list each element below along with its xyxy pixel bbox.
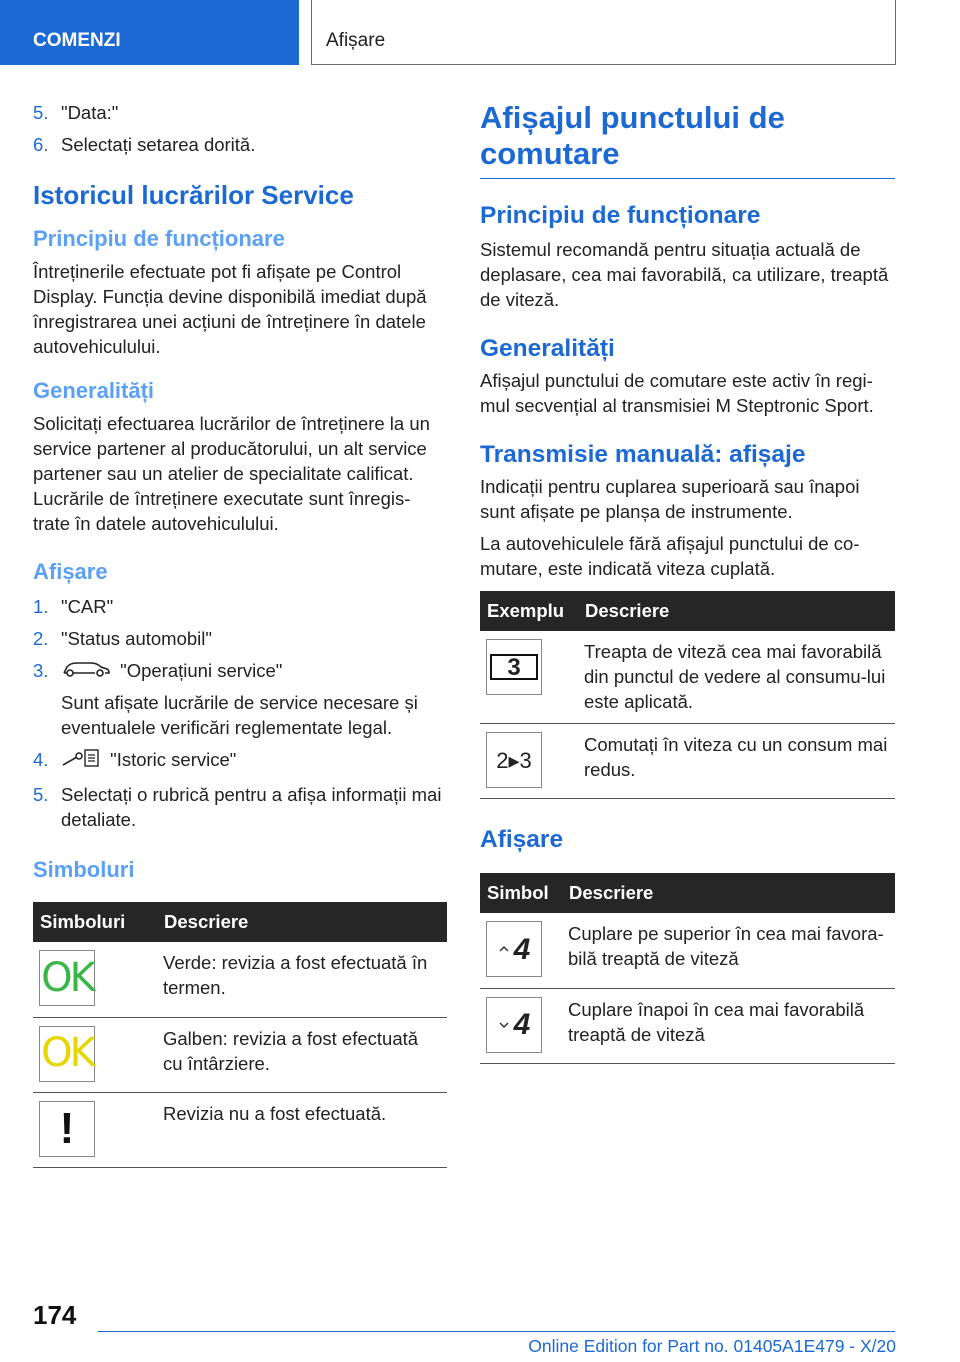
ok-yellow-icon: OK <box>39 1026 95 1082</box>
list-item: 5. "Data:" <box>33 102 119 123</box>
table-header <box>480 591 895 631</box>
column-header: Exemplu <box>480 591 578 631</box>
section-title: Istoricul lucrărilor Service <box>33 180 354 210</box>
column-header: Descriere <box>157 902 447 942</box>
table-row <box>480 913 895 988</box>
table-cell: Cuplare înapoi în cea mai favorabilă treaptă de viteză <box>562 988 895 1063</box>
chapter-title: Afișare <box>311 0 896 65</box>
column-header: Simbol <box>480 873 562 913</box>
table-header <box>480 873 895 913</box>
subsection-heading: Principiu de funcționare <box>480 202 761 229</box>
paragraph: La autovehiculele fără afișajul punctului de co-mutare, este indicată viteza cuplată. <box>480 533 860 579</box>
subsection-heading: Simboluri <box>33 857 135 883</box>
paragraph: Afișajul punctului de comutare este activ în regi-mul secvențial al transmisiei M Steptronic Sport. <box>480 370 874 416</box>
step-list <box>33 594 447 832</box>
column-header: Simboluri <box>33 902 157 942</box>
gear-2-to-3-icon: 2▸3 <box>486 732 542 788</box>
right-column <box>480 100 895 1064</box>
subsection-heading: Transmisie manuală: afișaje <box>480 441 806 468</box>
gear-examples-table <box>480 591 895 799</box>
service-history-icon <box>61 747 101 775</box>
table-row <box>33 942 447 1017</box>
paragraph: Solicitați efectuarea lucrărilor de întreținere la un service partener al producătorului, un alt service partener sau un atelier de specialitate calificat. Lucrările de întreținere executate sunt înregis-trate în datele autovehiculului. <box>33 413 430 534</box>
list-item: 5. Selectați o rubrică pentru a afișa informații mai detaliate. <box>33 784 442 831</box>
subsection-heading: Principiu de funcționare <box>33 226 285 251</box>
subsection-heading: Generalități <box>33 378 155 403</box>
gear-3-icon: 3 <box>486 639 542 695</box>
table-header <box>33 902 447 942</box>
column-header: Descriere <box>562 873 895 913</box>
footer-edition: Online Edition for Part no. 01405A1E479 - X/20 <box>528 1336 896 1356</box>
car-service-icon <box>61 659 111 685</box>
column-header: Descriere <box>578 591 895 631</box>
left-column <box>33 100 447 1168</box>
table-cell: Comutați în viteza cu un consum mai redus. <box>578 724 895 799</box>
list-item: 1. "CAR" <box>33 596 114 617</box>
page-number: 174 <box>33 1300 77 1330</box>
table-row <box>480 724 895 799</box>
paragraph: Întreținerile efectuate pot fi afișate pe Control Display. Funcția devine disponibilă imediat după înregistrarea unei acțiuni de întreținere în datele autovehiculului. <box>33 261 427 357</box>
table-cell: Galben: revizia a fost efectuată cu întârziere. <box>157 1017 447 1092</box>
paragraph: Indicații pentru cuplarea superioară sau înapoi sunt afișate pe planșa de instrumente. <box>480 476 860 522</box>
shift-symbols-table <box>480 873 895 1064</box>
ok-green-icon: OK <box>39 950 95 1006</box>
table-cell: Revizia nu a fost efectuată. <box>157 1092 447 1167</box>
table-cell: Verde: revizia a fost efectuată în termen. <box>157 942 447 1017</box>
table-row <box>33 1017 447 1092</box>
footer-divider <box>98 1331 895 1332</box>
section-title: Afișajul punctului de comutare <box>480 100 895 179</box>
paragraph: Sistemul recomandă pentru situația actuală de deplasare, cea mai favorabilă, ca utilizare, treaptă de viteză. <box>480 239 889 310</box>
list-item: 4. "Istoric service" <box>33 747 447 775</box>
list-item-detail: Sunt afișate lucrările de service necesare și eventualele verificări reglementate legal. <box>61 692 418 739</box>
table-row <box>33 1092 447 1167</box>
table-row <box>480 988 895 1063</box>
table-cell: Cuplare pe superior în cea mai favora-bilă treaptă de viteză <box>562 913 895 988</box>
list-item: 3. "Operațiuni service" Sunt afișate lucrările de service necesare și eventualele verificări reglementate legal. <box>33 658 447 740</box>
list-item: 6. Selectați setarea dorită. <box>33 134 256 155</box>
list-item: 2. "Status automobil" <box>33 628 212 649</box>
step-list-top <box>33 100 447 157</box>
symbols-table <box>33 902 447 1168</box>
shift-down-4-icon: 4 <box>486 997 542 1053</box>
section-tab: COMENZI <box>0 0 299 65</box>
subsection-heading: Generalități <box>480 335 615 362</box>
table-row <box>480 631 895 724</box>
subsection-heading: Afișare <box>33 559 108 584</box>
subsection-heading: Afișare <box>480 826 564 853</box>
shift-up-4-icon: 4 <box>486 921 542 977</box>
table-cell: Treapta de viteză cea mai favorabilă din punctul de vedere al consumu-lui este aplicată. <box>578 631 895 724</box>
exclamation-icon: ! <box>39 1101 95 1157</box>
